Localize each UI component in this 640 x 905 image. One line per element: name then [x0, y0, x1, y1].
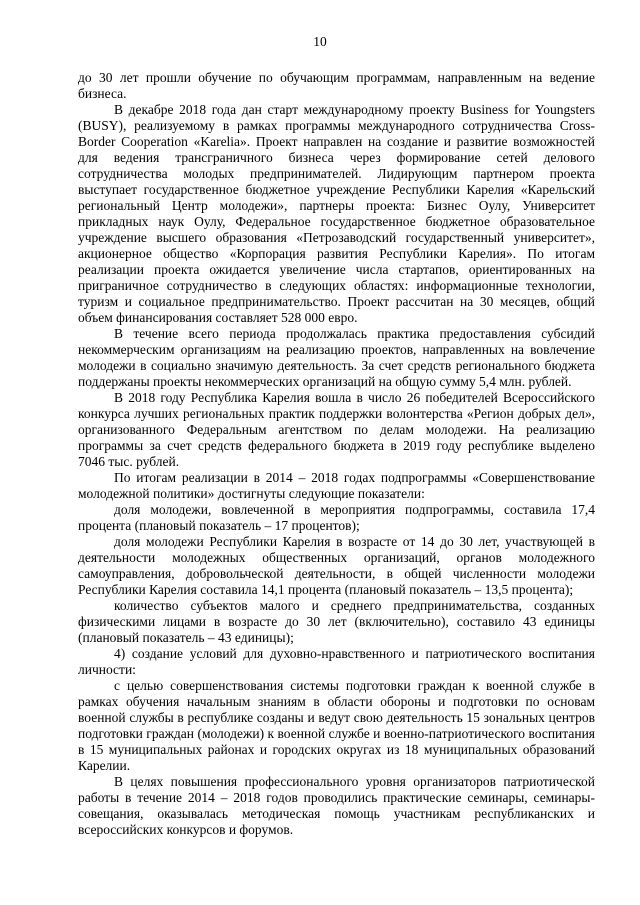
- paragraph-3: В течение всего периода продолжалась практика предоставления субсидий некоммерческим организациям на реализацию проектов, направленных на вовлечение молодежи в социально значимую деятельность. За счет средств регионального бюджета поддержаны проекты некоммерческих организаций на общую сумму 5,4 млн. рублей.: [78, 326, 595, 389]
- paragraph-2: В декабре 2018 года дан старт международному проекту Business for Youngsters (BUSY), реализуемому в рамках программы международного сотрудничества Cross-Border Cooperation «Karelia». Проект направлен на создание и развитие возможностей для ведения трансграничного бизнеса через формирование сетей делового сотрудничества молодых предпринимателей. Лидирующим партнером проекта выступает государственное бюджетное учреждение Республики Карелия «Карельский региональный Центр молодежи», партнеры проекта: Бизнес Оулу, Университет прикладных наук Оулу, Федеральное государственное бюджетное образовательное учреждение высшего образования «Петрозаводский государственный университет», акционерное общество «Корпорация развития Республики Карелия». По итогам реализации проекта ожидается увеличение числа стартапов, ориентированных на приграничное сотрудничество в следующих областях: информационные технологии, туризм и социальное предпринимательство. Проект рассчитан на 30 месяцев, общий объем финансирования составляет 528 000 евро.: [78, 102, 595, 325]
- paragraph-7: доля молодежи Республики Карелия в возрасте от 14 до 30 лет, участвующей в деятельности молодежных общественных организаций, органов молодежного самоуправления, добровольческой деятельности, в общей численности молодежи Республики Карелия составила 14,1 процента (плановый показатель – 13,5 процента);: [78, 534, 595, 597]
- page-number: 10: [313, 34, 327, 49]
- paragraph-6: доля молодежи, вовлеченной в мероприятия подпрограммы, составила 17,4 процента (плановый показатель – 17 процентов);: [78, 502, 595, 533]
- paragraph-5: По итогам реализации в 2014 – 2018 годах подпрограммы «Совершенствование молодежной политики» достигнуты следующие показатели:: [78, 470, 595, 501]
- paragraph-10: с целью совершенствования системы подготовки граждан к военной службе в рамках обучения начальным знаниям в области обороны и подготовки по основам военной службы в республике созданы и ведут свою деятельность 15 зональных центров подготовки граждан (молодежи) к военной службе и военно-патриотического воспитания в 15 муниципальных районах и городских округах из 18 муниципальных образований Карелии.: [78, 678, 595, 773]
- paragraph-11: В целях повышения профессионального уровня организаторов патриотической работы в течение 2014 – 2018 годов проводились практические семинары, семинары-совещания, оказывалась методическая помощь участникам республиканских и всероссийских конкурсов и форумов.: [78, 774, 595, 837]
- document-body: [78, 70, 595, 838]
- paragraph-1: до 30 лет прошли обучение по обучающим программам, направленным на ведение бизнеса.: [78, 70, 595, 101]
- paragraph-8: количество субъектов малого и среднего предпринимательства, созданных физическими лицами в возрасте до 30 лет (включительно), составило 43 единицы (плановый показатель – 43 единицы);: [78, 598, 595, 645]
- paragraph-4: В 2018 году Республика Карелия вошла в число 26 победителей Всероссийского конкурса лучших региональных практик поддержки волонтерства «Регион добрых дел», организованного Федеральным агентством по делам молодежи. На реализацию программы за счет средств федерального бюджета в 2019 году республике выделено 7046 тыс. рублей.: [78, 390, 595, 469]
- paragraph-9: 4) создание условий для духовно-нравственного и патриотического воспитания личности:: [78, 646, 595, 677]
